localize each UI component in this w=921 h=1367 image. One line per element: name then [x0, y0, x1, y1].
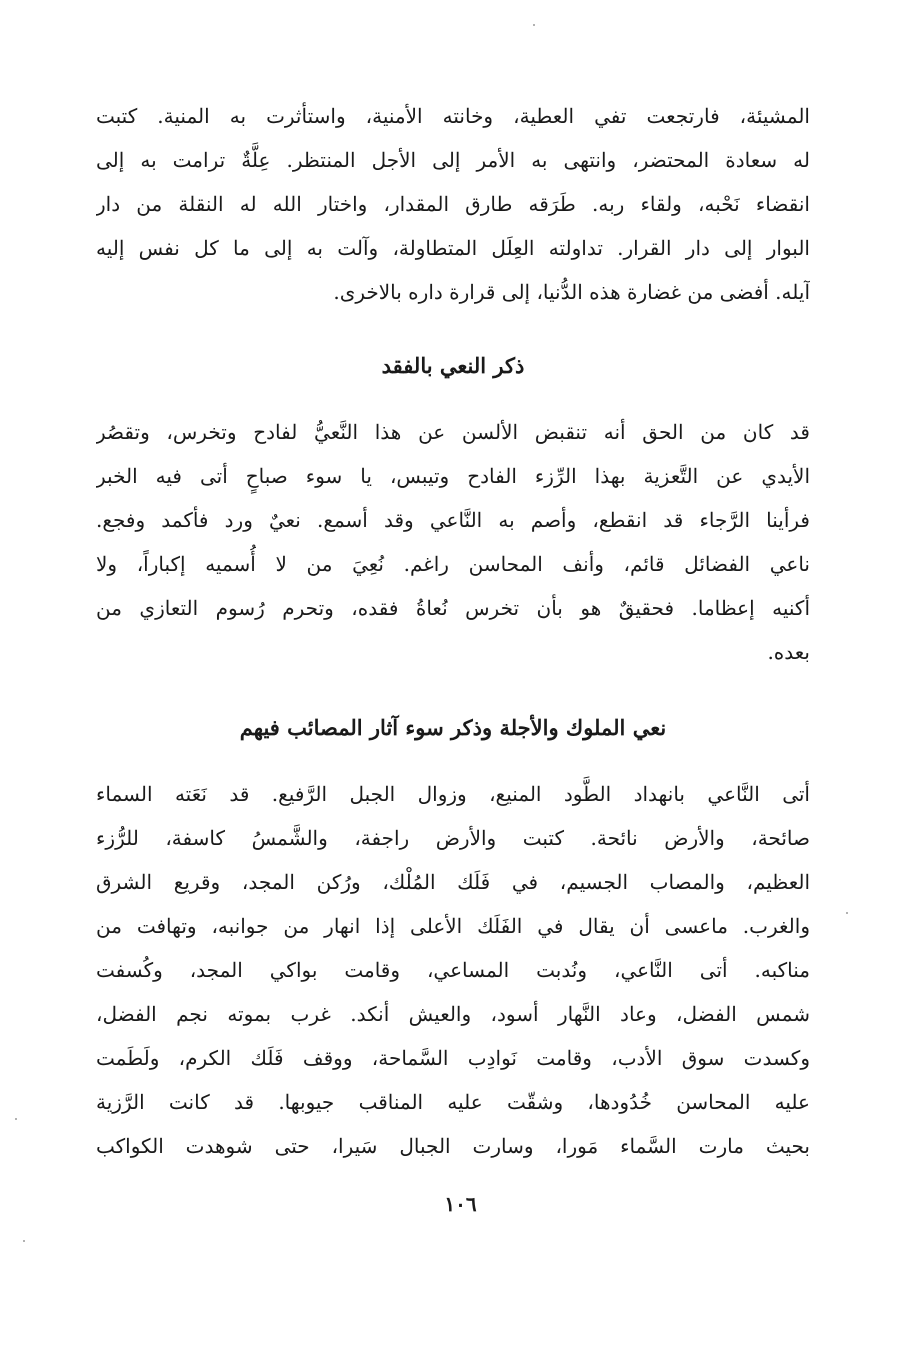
- text-line: عليه المحاسن خُدُودها، وشقّت عليه المناقب جيوبها. قد كانت الرَّزية: [96, 1090, 810, 1114]
- text-line: بحيث مارت السَّماء مَورا، وسارت الجبال سَيرا، حتى شوهدت الكواكب: [96, 1134, 810, 1158]
- text-line: له سعادة المحتضر، وانتهى به الأمر إلى الأجل المنتظر. عِلَّةٌ ترامت به إلى: [96, 148, 810, 172]
- text-line: أكنيه إعظاما. فحقيقٌ هو بأن تخرس نُعاةُ فقده، وتحرم رُسوم التعازي من: [96, 596, 810, 620]
- paragraph-1: [96, 94, 810, 314]
- paragraph-2: [96, 410, 810, 674]
- scan-speck: [23, 1240, 25, 1242]
- text-line: المشيئة، فارتجعت تفي العطية، وخانته الأمنية، واستأثرت به المنية. كتبت: [96, 104, 810, 128]
- text-line: آيله. أفضى من غضارة هذه الدُّنيا، إلى قرارة داره بالاخرى.: [333, 280, 810, 304]
- text-line: العظيم، والمصاب الجسيم، في فَلَك المُلْك، ورُكن المجد، وقريع الشرق: [96, 870, 810, 894]
- text-line: قد كان من الحق أنه تنقبض الألسن عن هذا النَّعيُّ لفادح وتخرس، وتقصُر: [96, 420, 810, 444]
- text-line: ناعي الفضائل قائم، وأنف المحاسن راغم. نُعِيَ من لا أُسميه إكباراً، ولا: [96, 552, 810, 576]
- text-line: انقضاء نَحْبه، ولقاء ربه. طَرَقه طارق المقدار، واختار الله له النقلة من دار: [96, 192, 810, 216]
- scan-speck: [846, 912, 848, 914]
- text-line: شمس الفضل، وعاد النَّهار أسود، والعيش أنكد. غرب بموته نجم الفضل،: [96, 1002, 810, 1026]
- paragraph-3: [96, 772, 810, 1168]
- text-line: فرأينا الرَّجاء قد انقطع، وأصم به النَّاعي وقد أسمع. نعيٌ ورد فأكمد وفجع.: [96, 508, 810, 532]
- text-line: البوار إلى دار القرار. تداولته العِلَل المتطاولة، وآلت به إلى ما كل نفس إليه: [96, 236, 810, 260]
- text-line: بعده.: [767, 640, 810, 664]
- text-line: الأيدي عن التَّعزية بهذا الرِّزء الفادح وتيبس، يا سوء صباحٍ أتى فيه الخبر: [96, 464, 810, 488]
- text-line: والغرب. ماعسى أن يقال في الفَلَك الأعلى إذا انهار من جوانبه، وتهافت من: [96, 914, 810, 938]
- scan-speck: [533, 24, 535, 26]
- page-number: ١٠٦: [444, 1192, 477, 1216]
- scan-speck: [15, 1118, 17, 1120]
- section-heading-1: ذكر النعي بالفقد: [381, 353, 525, 378]
- section-heading-2: نعي الملوك والأجلة وذكر سوء آثار المصائب فيهم: [239, 715, 667, 740]
- text-line: مناكبه. أتى النَّاعي، ونُدبت المساعي، وقامت بواكي المجد، وكُسفت: [96, 958, 810, 982]
- text-line: وكسدت سوق الأدب، وقامت نَوادِب السَّماحة، ووقف فَلَك الكرم، ولَطَمت: [96, 1046, 810, 1070]
- text-line: صائحة، والأرض نائحة. كتبت والأرض راجفة، والشَّمسُ كاسفة، للرُّزء: [96, 826, 810, 850]
- text-line: أتى النَّاعي بانهداد الطَّود المنيع، وزوال الجبل الرَّفيع. قد نَعَته السماء: [96, 782, 810, 806]
